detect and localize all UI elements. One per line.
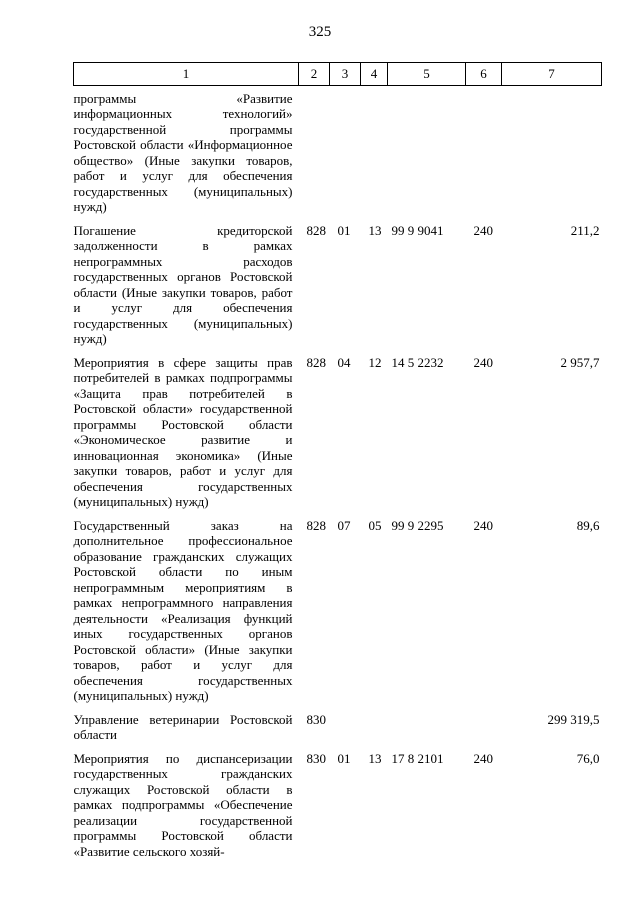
- row-name: Мероприятия в сфере защиты прав потребителей в рамках подпрограммы «Защита прав потребителей в Ростовской области» государственной программы Ростовской области «Экономическое развитие и инновационная экономика» (Иные закупки товаров, работ и услуг для обеспечения государственных (муниципальных) нужд): [73, 354, 293, 509]
- table-row: [74, 223, 602, 355]
- table-row: [74, 91, 602, 223]
- row-section-code: 04: [337, 354, 351, 370]
- table-row: [74, 712, 602, 751]
- column-header-7: 7: [502, 63, 602, 86]
- row-subsection-code: 05: [368, 517, 382, 533]
- row-ministry-code: 830: [306, 711, 326, 727]
- row-target-code: 17 8 2101: [391, 750, 444, 766]
- row-amount: 299 319,5: [547, 711, 600, 727]
- row-name: Управление ветеринарии Ростовской области: [73, 711, 293, 742]
- row-section-code: [330, 712, 361, 751]
- table-row: [74, 751, 602, 868]
- row-expense-type: [466, 91, 502, 223]
- row-subsection-code: 13: [368, 222, 382, 238]
- row-ministry-code: 828: [306, 222, 326, 238]
- row-amount: 76,0: [576, 750, 600, 766]
- row-ministry-code: 828: [306, 517, 326, 533]
- row-section-code: 01: [337, 750, 351, 766]
- row-target-code: 14 5 2232: [391, 354, 444, 370]
- column-header-4: 4: [361, 63, 388, 86]
- row-subsection-code: [361, 712, 388, 751]
- column-header-1: 1: [74, 63, 299, 86]
- budget-table: [73, 62, 602, 867]
- column-header-5: 5: [388, 63, 466, 86]
- row-subsection-code: 13: [368, 750, 382, 766]
- row-expense-type: 240: [473, 750, 493, 766]
- row-name: Мероприятия по диспансеризации государственных гражданских служащих Ростовской области в рамках подпрограммы «Обеспечение реализации государственной программы Ростовской области «Развитие сельского хозяй-: [73, 750, 293, 859]
- column-header-6: 6: [466, 63, 502, 86]
- row-section-code: [330, 91, 361, 223]
- row-amount: 2 957,7: [560, 354, 600, 370]
- row-subsection-code: 12: [368, 354, 382, 370]
- page-number: 325: [308, 24, 332, 40]
- row-target-code: 99 9 2295: [391, 517, 444, 533]
- header-row: [74, 63, 602, 86]
- row-ministry-code: 830: [306, 750, 326, 766]
- row-target-code: [388, 712, 466, 751]
- table-row: [74, 518, 602, 712]
- row-ministry-code: [299, 91, 330, 223]
- row-target-code: [388, 91, 466, 223]
- table-row: [74, 355, 602, 518]
- row-target-code: 99 9 9041: [391, 222, 444, 238]
- row-name: Государственный заказ на дополнительное профессиональное образование гражданских служащих Ростовской области по иным непрограммным мероприятиям в рамках непрограммного направления деятельности «Реализация функций иных государственных органов Ростовской области» (Иные закупки товаров, работ и услуг для обеспечения государственных (муниципальных) нужд): [73, 517, 293, 703]
- row-expense-type: [466, 712, 502, 751]
- row-expense-type: 240: [473, 222, 493, 238]
- row-amount: [502, 91, 602, 223]
- row-subsection-code: [361, 91, 388, 223]
- row-amount: 211,2: [570, 222, 600, 238]
- row-amount: 89,6: [576, 517, 600, 533]
- row-name: Погашение кредиторской задолженности в рамках непрограммных расходов государственных органов Ростовской области (Иные закупки товаров, работ и услуг для обеспечения государственных (муниципальных) нужд): [73, 222, 293, 346]
- row-section-code: 01: [337, 222, 351, 238]
- row-expense-type: 240: [473, 517, 493, 533]
- row-expense-type: 240: [473, 354, 493, 370]
- row-name: программы «Развитие информационных технологий» государственной программы Ростовской области «Информационное общество» (Иные закупки товаров, работ и услуг для обеспечения государственных (муниципальных) нужд): [73, 90, 293, 214]
- column-header-2: 2: [299, 63, 330, 86]
- row-section-code: 07: [337, 517, 351, 533]
- column-header-3: 3: [330, 63, 361, 86]
- row-ministry-code: 828: [306, 354, 326, 370]
